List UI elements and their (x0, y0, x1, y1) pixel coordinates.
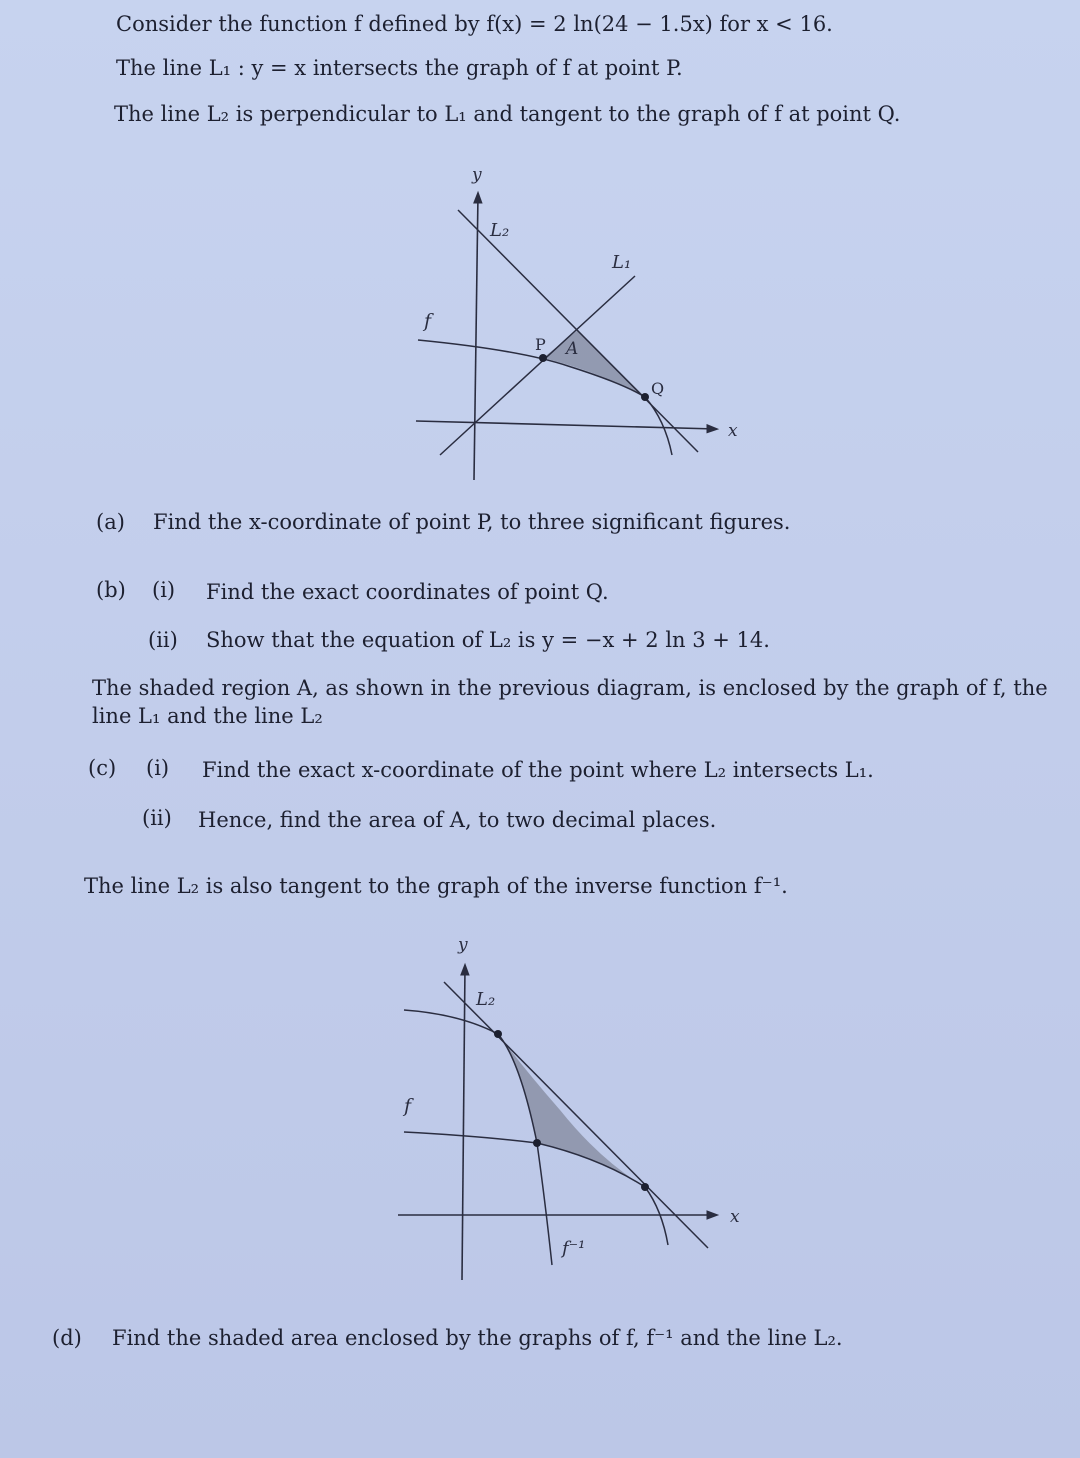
line-l2 (458, 210, 698, 452)
intro-line-3: The line L₂ is perpendicular to L₁ and tangent to the graph of f at point Q. (114, 102, 901, 126)
d1-q-label: Q (651, 379, 665, 398)
q-c-label: (c) (88, 756, 117, 780)
tangent-point-f (641, 1183, 649, 1191)
point-q (641, 393, 649, 401)
d1-p-label: P (535, 335, 546, 354)
d1-f-label: f (424, 310, 432, 332)
intro-line-2: The line L₁ : y = x intersects the graph of f at point P. (116, 56, 683, 80)
d2-f-label: f (404, 1095, 412, 1117)
d1-l1-label: L₁ (612, 252, 632, 273)
q-bii-label: (ii) (148, 628, 178, 652)
q-ci-text: Find the exact x-coordinate of the point where L₂ intersects L₁. (202, 758, 874, 782)
intersection-point (533, 1139, 541, 1147)
q-ci-label: (i) (146, 756, 170, 780)
q-d-text: Find the shaded area enclosed by the graphs of f, f⁻¹ and the line L₂. (112, 1326, 843, 1350)
d2-l2-label: L₂ (476, 989, 496, 1010)
y-axis (474, 194, 478, 480)
shaded-text-1: The shaded region A, as shown in the previous diagram, is enclosed by the graph of f, the (92, 676, 1048, 700)
curve-f-2 (404, 1132, 668, 1245)
q-d-label: (d) (52, 1326, 82, 1350)
diagram-1 (0, 0, 1080, 520)
q-bii-text: Show that the equation of L₂ is y = −x + 2 ln 3 + 14. (206, 628, 770, 652)
d1-x-label: x (728, 421, 738, 441)
q-cii-text: Hence, find the area of A, to two decimal places. (198, 808, 717, 832)
diagram-2 (0, 920, 1080, 1320)
y-axis-2 (462, 966, 465, 1280)
d2-finv-label: f⁻¹ (562, 1238, 586, 1259)
inverse-text: The line L₂ is also tangent to the graph of the inverse function f⁻¹. (84, 874, 788, 898)
q-b-label: (b) (96, 578, 126, 602)
point-p (539, 354, 547, 362)
q-bi-text: Find the exact coordinates of point Q. (206, 580, 609, 604)
d1-l2-label: L₂ (490, 220, 510, 241)
d2-x-label: x (730, 1207, 740, 1227)
q-cii-label: (ii) (142, 806, 172, 830)
q-a-label: (a) (96, 510, 125, 534)
intro-line-1: Consider the function f defined by f(x) = 2 ln(24 − 1.5x) for x < 16. (116, 12, 833, 36)
q-bi-label: (i) (152, 578, 176, 602)
d1-y-label: y (472, 165, 482, 185)
q-a-text: Find the x-coordinate of point P, to three significant figures. (153, 510, 791, 534)
d1-a-label: A (566, 339, 579, 359)
shaded-text-2: line L₁ and the line L₂ (92, 704, 323, 728)
d2-y-label: y (458, 935, 468, 955)
tangent-point-finv (494, 1030, 502, 1038)
line-l2-2 (444, 982, 708, 1248)
